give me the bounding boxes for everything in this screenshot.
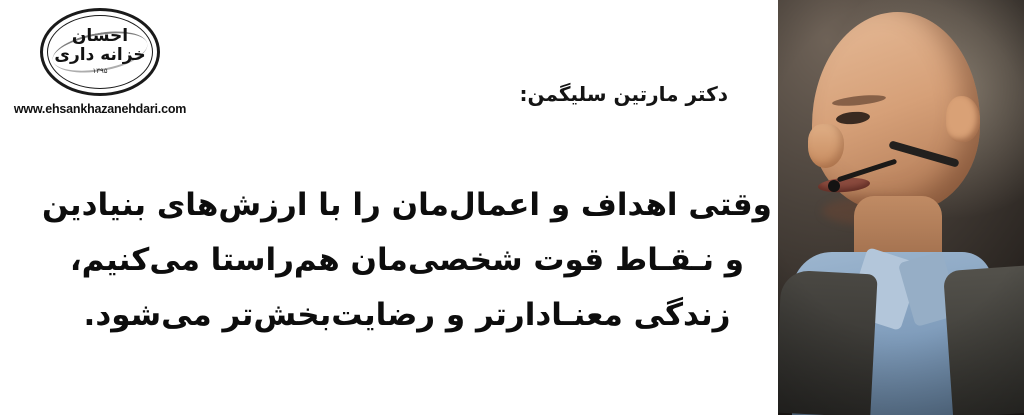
brand-block [10,8,190,116]
seal-text [40,8,160,96]
seal-line-1: احسان [71,26,129,47]
website-url[interactable]: www.ehsankhazanehdari.com [13,102,187,116]
quote-line: زندگی معنـادارتر و رضایت‌بخش‌تر می‌شود. [83,297,731,334]
photo-vignette [778,0,1024,415]
seal-line-2: خزانه داری [54,45,146,66]
speaker-portrait-image [778,0,1024,415]
quote-text [22,178,792,344]
quote-attribution: دکتر مارتین سلیگمن: [519,82,728,106]
seal-line-3: ۱۳۹۵ [92,67,108,76]
quote-line: وقتی اهداف و اعمال‌مان را با ارزش‌های بنیادین [42,187,772,223]
quote-line: و نـقـاط قوت شخصی‌مان هم‌راستا می‌کنیم، [69,242,745,279]
brand-seal-icon [40,8,160,96]
